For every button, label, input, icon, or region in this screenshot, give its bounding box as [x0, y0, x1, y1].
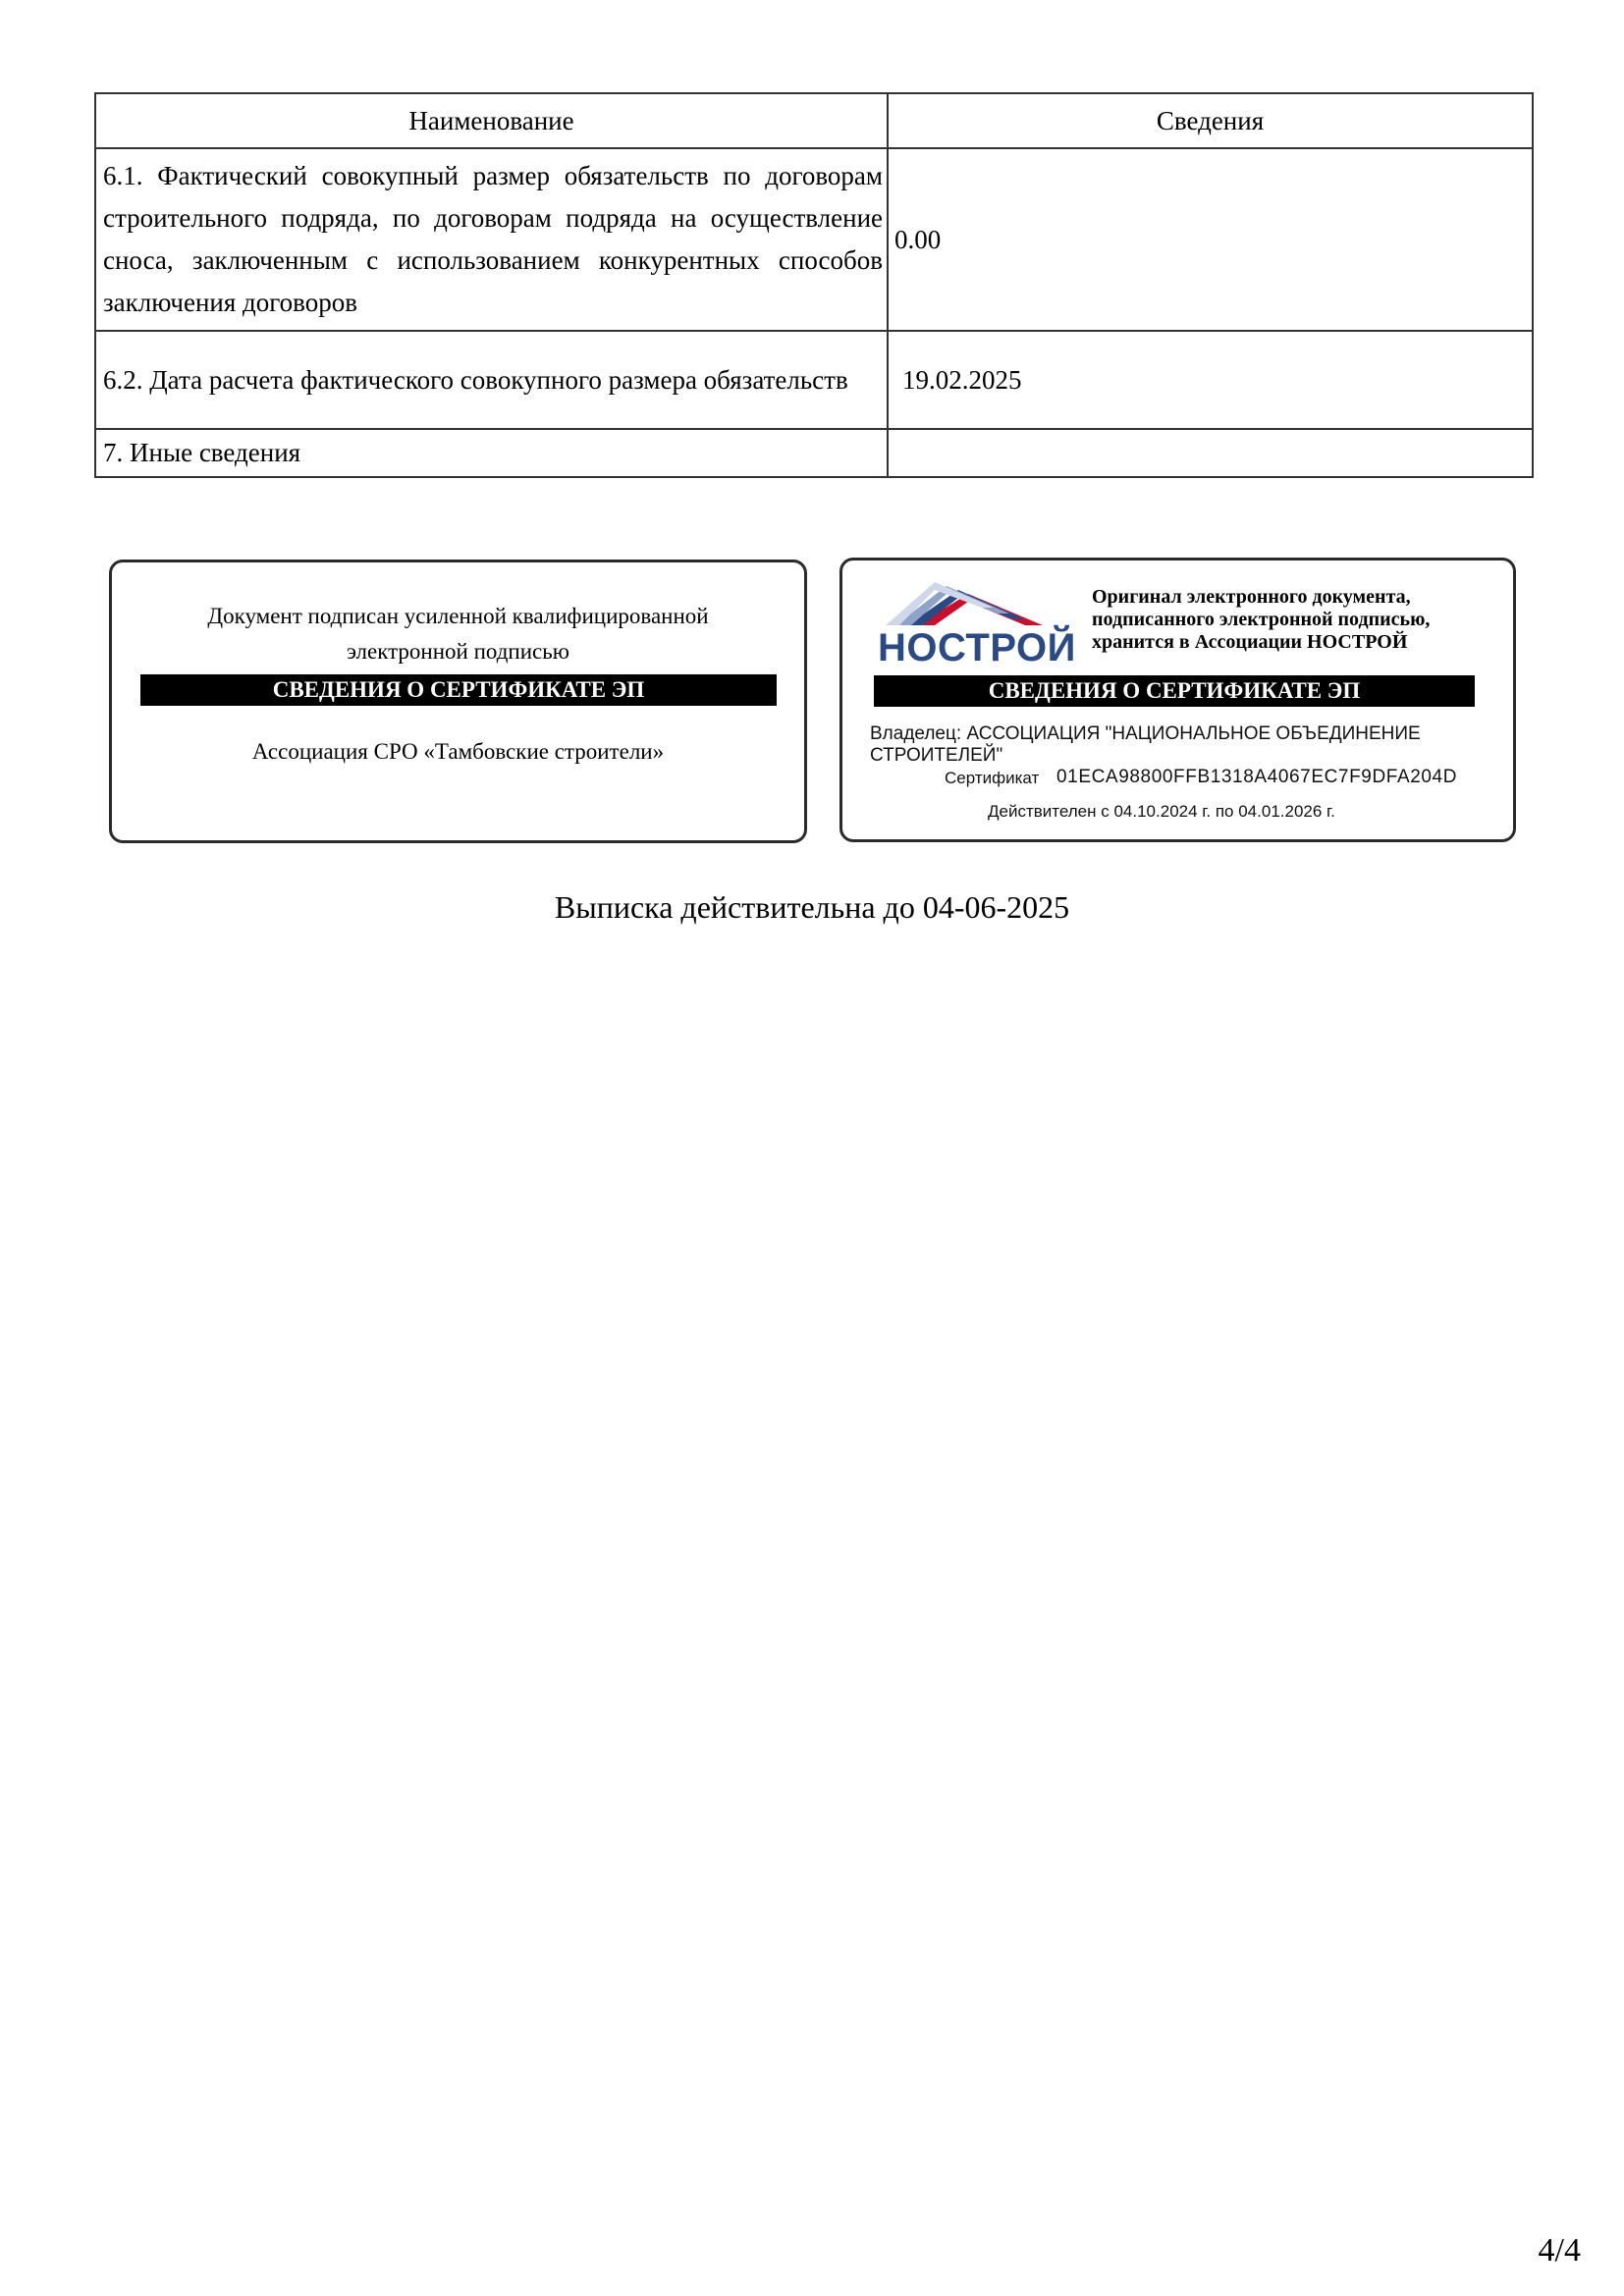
certificate-info-bar: СВЕДЕНИЯ О СЕРТИФИКАТЕ ЭП — [874, 675, 1475, 707]
row-value: 19.02.2025 — [888, 331, 1533, 429]
row-name: 7. Иные сведения — [95, 429, 888, 477]
certificate-label: Сертификат — [945, 769, 1040, 787]
logo-text: НОСТРОЙ — [878, 626, 1076, 669]
row-value — [888, 429, 1533, 477]
certificate-validity: Действителен с 04.10.2024 г. по 04.01.2026 г. — [988, 802, 1335, 821]
certificate-owner: Владелец: АССОЦИАЦИЯ "НАЦИОНАЛЬНОЕ ОБЪЕДИНЕНИЕ СТРОИТЕЛЕЙ" — [870, 723, 1421, 766]
table-row — [95, 429, 1533, 477]
header-info: Сведения — [888, 93, 1533, 148]
signature-stamp-sro — [109, 560, 807, 843]
certificate-info-bar: СВЕДЕНИЯ О СЕРТИФИКАТЕ ЭП — [140, 674, 777, 706]
certificate-number: 01ECA98800FFB1318A4067EC7F9DFA204D — [1056, 767, 1458, 787]
nostroy-logo — [878, 580, 1076, 669]
table-header-row — [95, 93, 1533, 148]
header-name: Наименование — [95, 93, 888, 148]
original-note-line1: Оригинал электронного документа, — [1092, 586, 1411, 608]
info-table — [94, 92, 1534, 478]
table-row — [95, 331, 1533, 429]
stamp-signed-line2: электронной подписью — [347, 639, 569, 664]
table-row — [95, 148, 1533, 331]
row-name: 6.2. Дата расчета фактического совокупного размера обязательств — [95, 331, 888, 429]
row-name: 6.1. Фактический совокупный размер обязательств по договорам строительного подряда, по договорам подряда на осуществление сноса, заключенным с использованием конкурентных способов заключения договоров — [95, 148, 888, 331]
original-note-line2: подписанного электронной подписью, — [1092, 609, 1431, 630]
signature-stamp-nostroy — [839, 558, 1516, 842]
page-number: 4/4 — [1538, 2232, 1581, 2269]
extract-validity: Выписка действительна до 04-06-2025 — [554, 889, 1070, 925]
row-value: 0.00 — [888, 148, 1533, 331]
stamp-signed-line1: Документ подписан усиленной квалифицированной — [207, 604, 709, 628]
original-note — [1092, 586, 1504, 654]
original-note-line3: хранится в Ассоциации НОСТРОЙ — [1092, 631, 1408, 653]
stamp-organization: Ассоциация СРО «Тамбовские строители» — [251, 739, 665, 764]
